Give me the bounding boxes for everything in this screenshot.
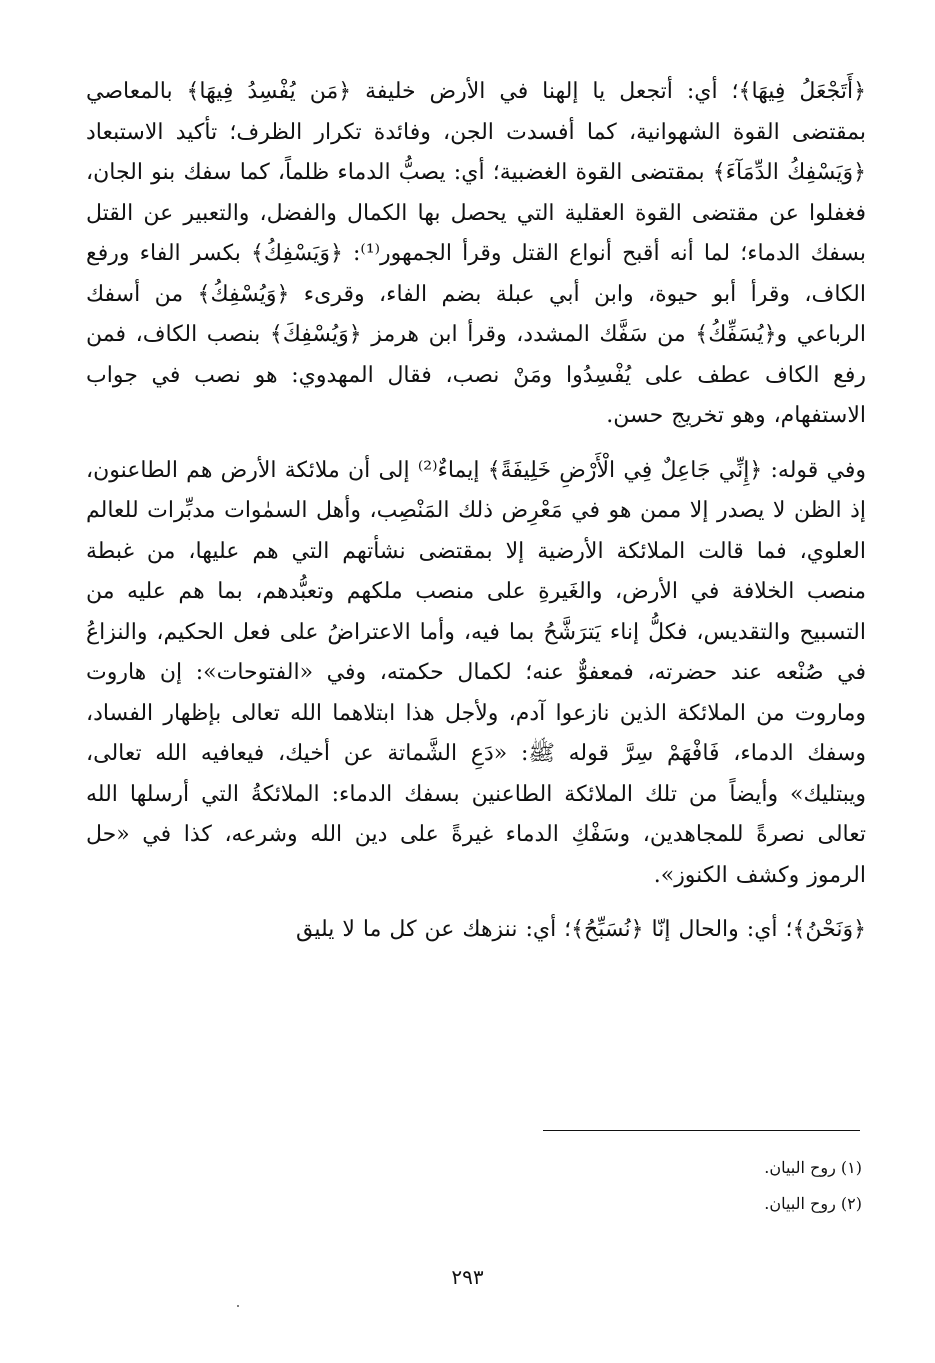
footnotes xyxy=(462,1150,862,1222)
scan-speck xyxy=(237,1305,239,1307)
body-paragraph: ﴿وَنَحْنُ﴾؛ أي: والحال إنّا ﴿نُسَبِّحُ﴾؛ أي: ننزهك عن كل ما لا يليق xyxy=(296,917,866,942)
body-paragraph: ﴿أَتَجْعَلُ فِيهَا﴾؛ أي: أتجعل يا إلهنا في الأرض خليفة ﴿مَن يُفْسِدُ فِيهَا﴾ بالمعاصي بمقتضى القوة الشهوانية، كما أفسدت الجن، وفائدة تكرار الظرف؛ تأكيد الاستبعاد ﴿وَيَسْفِكُ الدِّمَآءَ﴾ بمقتضى القوة الغضبية؛ أي: يصبُّ الدماء ظلماً، كما سفك بنو الجان، فغفلوا عن مقتضى القوة العقلية التي يحصل بها الكمال والفضل، والتعبير عن القتل بسفك الدماء؛ لما أنه أقبح أنواع القتل وقرأ الجمهور⁽¹⁾: ﴿وَيَسْفِكُ﴾ بكسر الفاء ورفع الكاف، وقرأ أبو حيوة، وابن أبي عبلة بضم الفاء، وقرىء ﴿وَيُسْفِكُ﴾ من أسفك الرباعي و﴿يُسَفِّكُ﴾ من سَفَّك المشدد، وقرأ ابن هرمز ﴿وَيُسْفِكَ﴾ بنصب الكاف، فمن رفع الكاف عطف على يُفْسِدُوا ومَنْ نصب، فقال المهدوي: هو نصب في جواب الاستفهام، وهو تخريج حسن. xyxy=(86,79,866,428)
footnote-item: (٢) روح البيان. xyxy=(764,1194,862,1213)
footnote-item: (١) روح البيان. xyxy=(764,1158,862,1177)
footnote-separator xyxy=(543,1130,860,1131)
body-paragraph: وفي قوله: ﴿إِنِّي جَاعِلٌ فِي الْأَرْضِ خَلِيفَةً﴾ إيماءٌ⁽²⁾ إلى أن ملائكة الأرض هم الطاعنون، إذ الظن لا يصدر إلا ممن هو في مَعْرِض ذلك المَنْصِب، وأهل السمٰوات مدبِّرات للعالم العلوي، فما قالت الملائكة الأرضية إلا بمقتضى نشأتهم التي هم عليها، من غبطة منصب الخلافة في الأرض، والغَيرةِ على منصب ملكهم وتعبُّدهم، بما هم عليه من التسبيح والتقديس، فكلُّ إناء يَترَشَّحُ بما فيه، وأما الاعتراضُ على فعل الحكيم، والنزاعُ في صُنْعه عند حضرته، فمعفوٌّ عنه؛ لكمال حكمته، وفي «الفتوحات»: إن هاروت وماروت من الملائكة الذين نازعوا آدم، ولأجل هذا ابتلاهما الله تعالى بإظهار الفساد، وسفك الدماء، فَافْهَمْ سِرَّ قوله ﷺ: «دَعِ الشَّماتة عن أخيك، فيعافيه الله تعالى، ويبتليك» وأيضاً من تلك الملائكة الطاعنين بسفك الدماء: الملائكةُ التي أرسلها الله تعالى نصرةً للمجاهدين، وسَفْكِ الدماء غيرةً على دين الله وشرعه، كذا في «حل الرموز وكشف الكنوز». xyxy=(86,457,866,888)
page-number: ٢٩٣ xyxy=(451,1265,484,1289)
page-body xyxy=(86,72,866,951)
